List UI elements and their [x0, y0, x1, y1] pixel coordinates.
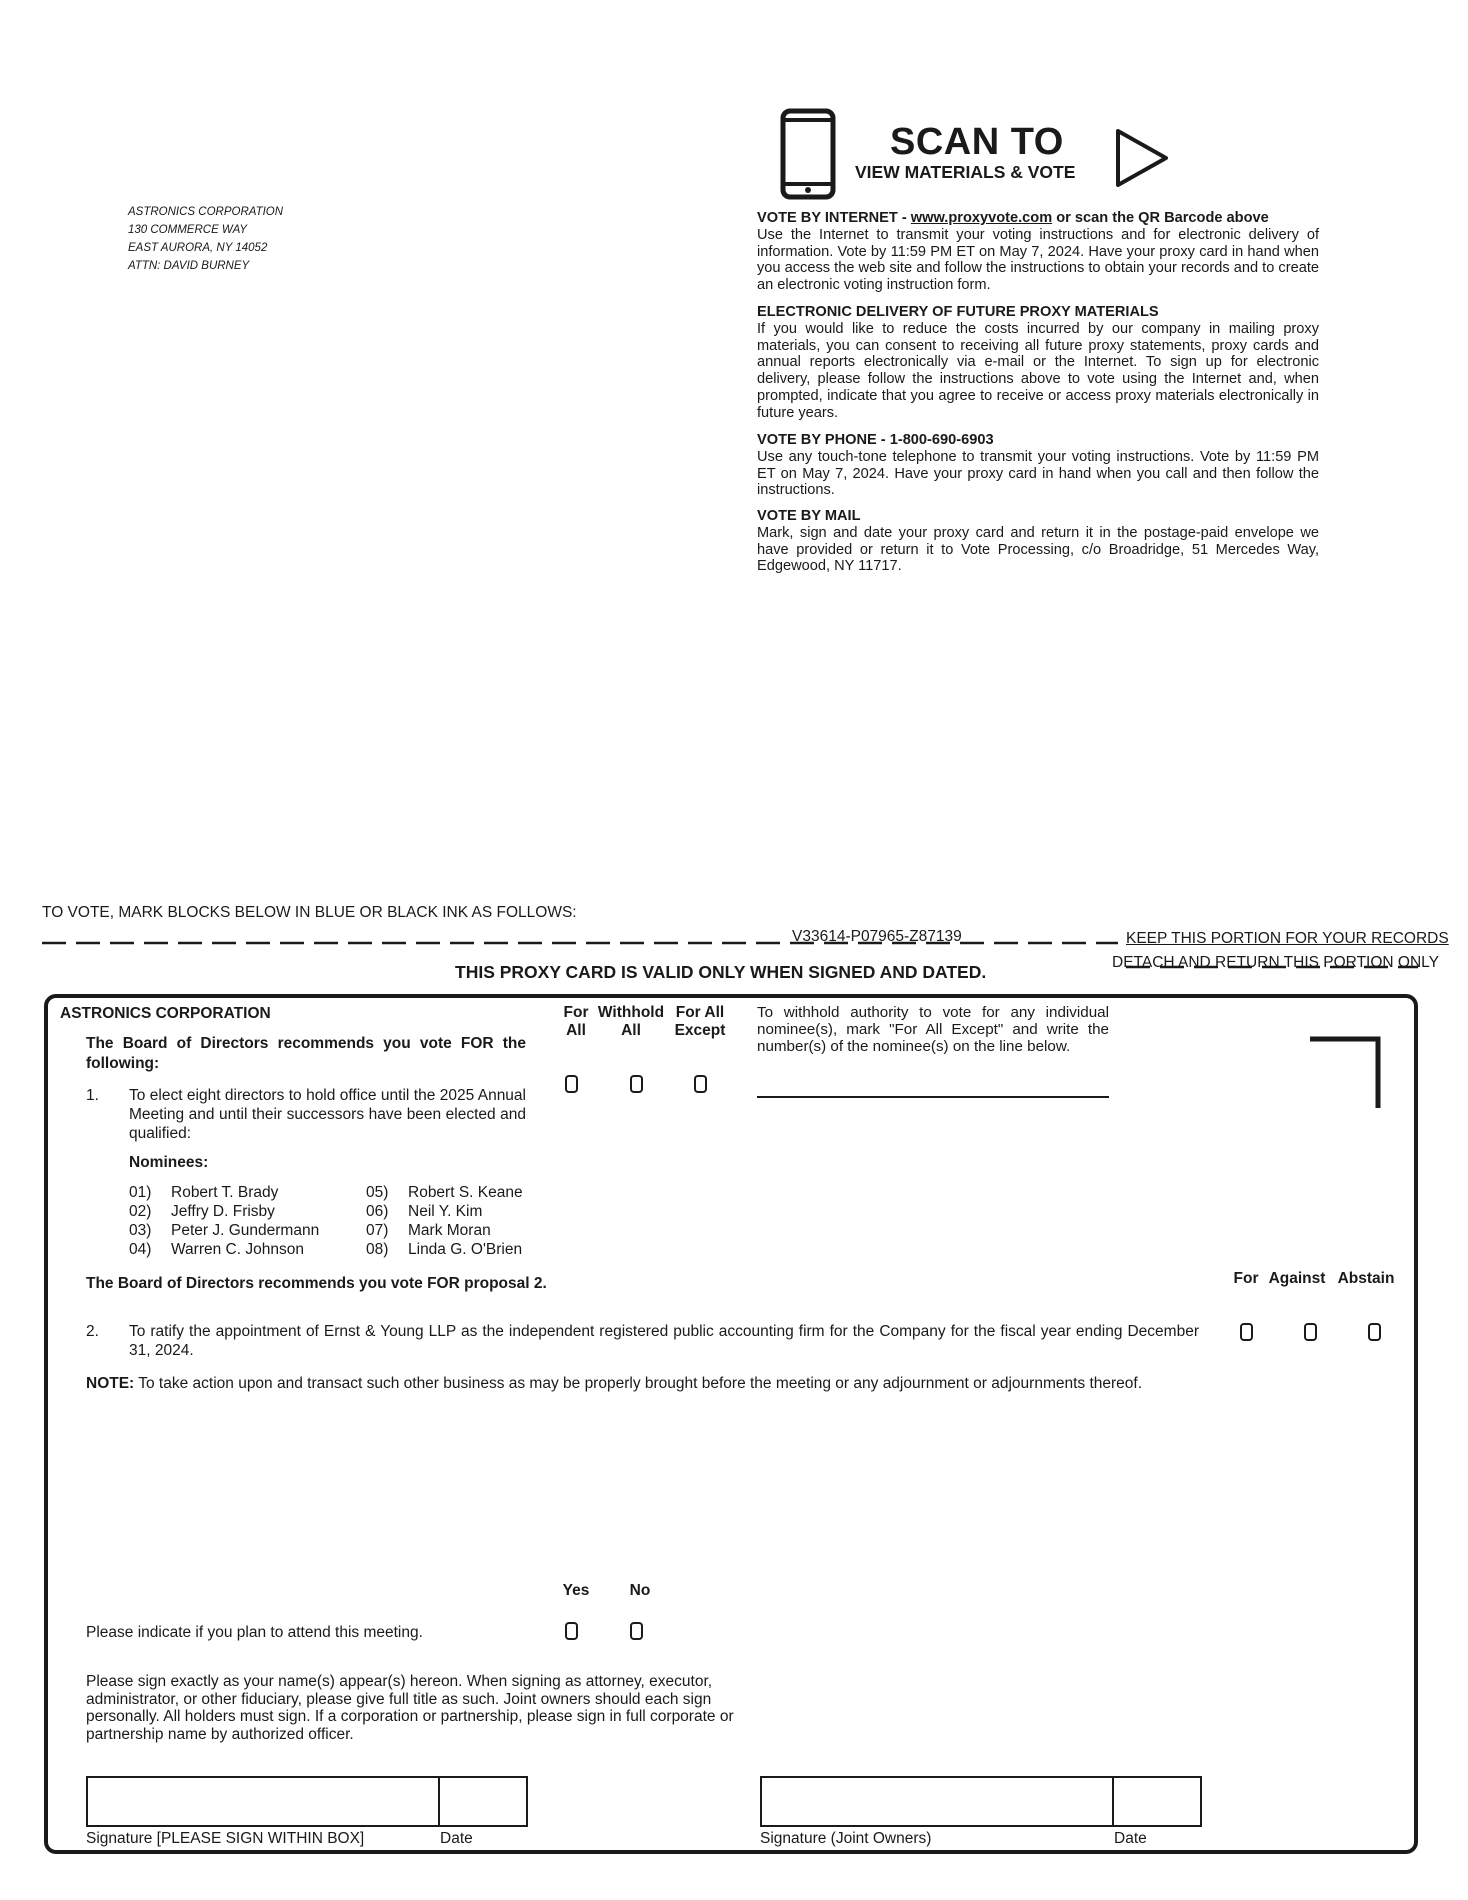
signature-label: Signature [PLEASE SIGN WITHIN BOX] [86, 1830, 365, 1847]
col-for-all: For All [563, 1004, 589, 1039]
signature-date-divider [438, 1776, 440, 1827]
board-recommendation-2: The Board of Directors recommends you vote FOR proposal 2. [86, 1275, 547, 1292]
for-all-except-write-in-line[interactable] [757, 1096, 1109, 1098]
play-arrow-icon [1114, 128, 1170, 188]
validity-notice: THIS PROXY CARD IS VALID ONLY WHEN SIGNED AND DATED. [455, 962, 987, 982]
signature-box[interactable] [86, 1776, 528, 1827]
joint-signature-label: Signature (Joint Owners) [760, 1830, 932, 1847]
nominee-name: Linda G. O'Brien [408, 1241, 523, 1258]
nominee-num: 02) [129, 1203, 152, 1220]
scan-title: SCAN TO [890, 121, 1064, 163]
item-1-text: To elect eight directors to hold office until the 2025 Annual Meeting and until their successors have been elected and qualified: [129, 1087, 526, 1142]
nominee-num: 03) [129, 1222, 152, 1239]
nominee-name: Robert T. Brady [171, 1184, 279, 1201]
for-all-checkbox[interactable] [565, 1075, 578, 1093]
joint-signature-box[interactable] [760, 1776, 1202, 1827]
keep-portion-label: KEEP THIS PORTION FOR YOUR RECORDS [1126, 930, 1449, 947]
nominee-num: 08) [366, 1241, 389, 1258]
phone-heading: VOTE BY PHONE - 1-800-690-6903 [757, 432, 994, 448]
attend-yes-checkbox[interactable] [565, 1622, 578, 1640]
col-no: No [629, 1582, 651, 1599]
vote-by-mail-section [757, 508, 1319, 575]
nominee-num: 04) [129, 1241, 152, 1258]
date-label: Date [440, 1830, 473, 1847]
card-company: ASTRONICS CORPORATION [60, 1005, 271, 1022]
nominee-name: Jeffry D. Frisby [171, 1203, 275, 1220]
vote-by-internet-section [757, 210, 1319, 294]
address-line: 130 COMMERCE WAY [128, 224, 248, 236]
nominee-num: 06) [366, 1203, 389, 1220]
nominee-name: Robert S. Keane [408, 1184, 523, 1201]
attend-question: Please indicate if you plan to attend this meeting. [86, 1624, 423, 1641]
return-address [128, 203, 283, 275]
internet-heading-suffix: or scan the QR Barcode above [1052, 210, 1269, 226]
signing-instructions: Please sign exactly as your name(s) appear(s) hereon. When signing as attorney, executor, administrator, or other fiduciary, please give full title as such. Joint owners should each sign personally. All holders must sign. If a corporation or partnership, please sign in full corporate or partnership name by authorized officer. [86, 1673, 734, 1743]
note [86, 1374, 1216, 1393]
col-abstain: Abstain [1337, 1270, 1395, 1287]
note-text: To take action upon and transact such other business as may be properly brought before the meeting or any adjournment or adjournments thereof. [134, 1375, 1143, 1392]
board-recommendation-1: The Board of Directors recommends you vote FOR the following: [86, 1035, 526, 1072]
item-1-number: 1. [86, 1087, 99, 1104]
for-all-except-checkbox[interactable] [694, 1075, 707, 1093]
address-line: EAST AURORA, NY 14052 [128, 242, 268, 254]
internet-heading [757, 210, 1319, 227]
attend-no-checkbox[interactable] [630, 1622, 643, 1640]
corner-registration-mark [1310, 1036, 1382, 1108]
mobile-phone-icon [780, 108, 836, 200]
joint-signature-date-divider [1112, 1776, 1114, 1827]
withhold-all-checkbox[interactable] [630, 1075, 643, 1093]
item-2-number: 2. [86, 1323, 99, 1340]
electronic-delivery-section [757, 304, 1319, 422]
scan-subtitle: VIEW MATERIALS & VOTE [855, 162, 1076, 182]
address-line: ATTN: DAVID BURNEY [128, 260, 250, 272]
electronic-heading: ELECTRONIC DELIVERY OF FUTURE PROXY MATERIALS [757, 304, 1159, 320]
col-for-all-except: For All Except [674, 1004, 726, 1039]
mark-instructions: TO VOTE, MARK BLOCKS BELOW IN BLUE OR BLACK INK AS FOLLOWS: [42, 904, 577, 921]
item-2-text: To ratify the appointment of Ernst & Young LLP as the independent registered public accounting firm for the Company for the fiscal year ending December 31, 2024. [129, 1323, 1199, 1359]
phone-text: Use any touch-tone telephone to transmit your voting instructions. Vote by 11:59 PM ET on May 7, 2024. Have your proxy card in hand when you call and then follow the instructions. [757, 448, 1319, 499]
address-line: ASTRONICS CORPORATION [128, 206, 284, 218]
internet-heading-text: VOTE BY INTERNET - [757, 210, 911, 226]
vote-by-phone-section [757, 432, 1319, 499]
col-against: Against [1268, 1270, 1326, 1287]
nominee-name: Peter J. Gundermann [171, 1222, 320, 1239]
tear-line [42, 940, 1118, 946]
mail-text: Mark, sign and date your proxy card and return it in the postage-paid envelope we have provided or return it to Vote Processing, c/o Broadridge, 51 Mercedes Way, Edgewood, NY 11717. [757, 524, 1319, 575]
nominee-name: Warren C. Johnson [171, 1241, 304, 1258]
col-for: For [1233, 1270, 1259, 1287]
nominee-num: 05) [366, 1184, 389, 1201]
col-yes: Yes [562, 1582, 590, 1599]
nominee-num: 01) [129, 1184, 152, 1201]
joint-date-label: Date [1114, 1830, 1147, 1847]
proposal-2-abstain-checkbox[interactable] [1368, 1323, 1381, 1341]
note-label: NOTE: [86, 1375, 135, 1392]
nominee-num: 07) [366, 1222, 389, 1239]
proposal-2-against-checkbox[interactable] [1304, 1323, 1317, 1341]
detach-portion-label: DETACH AND RETURN THIS PORTION ONLY [1112, 954, 1439, 971]
control-code: V33614-P07965-Z87139 [792, 928, 962, 945]
proxyvote-link[interactable]: www.proxyvote.com [910, 210, 1053, 226]
mail-heading: VOTE BY MAIL [757, 508, 861, 524]
nominee-name: Neil Y. Kim [408, 1203, 483, 1220]
col-withhold-all: Withhold All [597, 1004, 665, 1039]
nominees-label: Nominees: [129, 1154, 209, 1171]
withhold-instructions: To withhold authority to vote for any individual nominee(s), mark "For All Except" and write the number(s) of the nominee(s) on the line below. [757, 1004, 1109, 1055]
internet-text: Use the Internet to transmit your voting instructions and for electronic delivery of information. Vote by 11:59 PM ET on May 7, 2024. Have your proxy card in hand when you access the web site and follow the instructions to obtain your records and to create an electronic voting instruction form. [757, 226, 1319, 294]
proposal-2-for-checkbox[interactable] [1240, 1323, 1253, 1341]
electronic-text: If you would like to reduce the costs incurred by our company in mailing proxy materials, you can consent to receiving all future proxy statements, proxy cards and annual reports electronically via e-mail or the Internet. To sign up for electronic delivery, please follow the instructions above to vote using the Internet and, when prompted, indicate that you agree to receive or access proxy materials electronically in future years. [757, 320, 1319, 421]
nominee-name: Mark Moran [408, 1222, 491, 1239]
